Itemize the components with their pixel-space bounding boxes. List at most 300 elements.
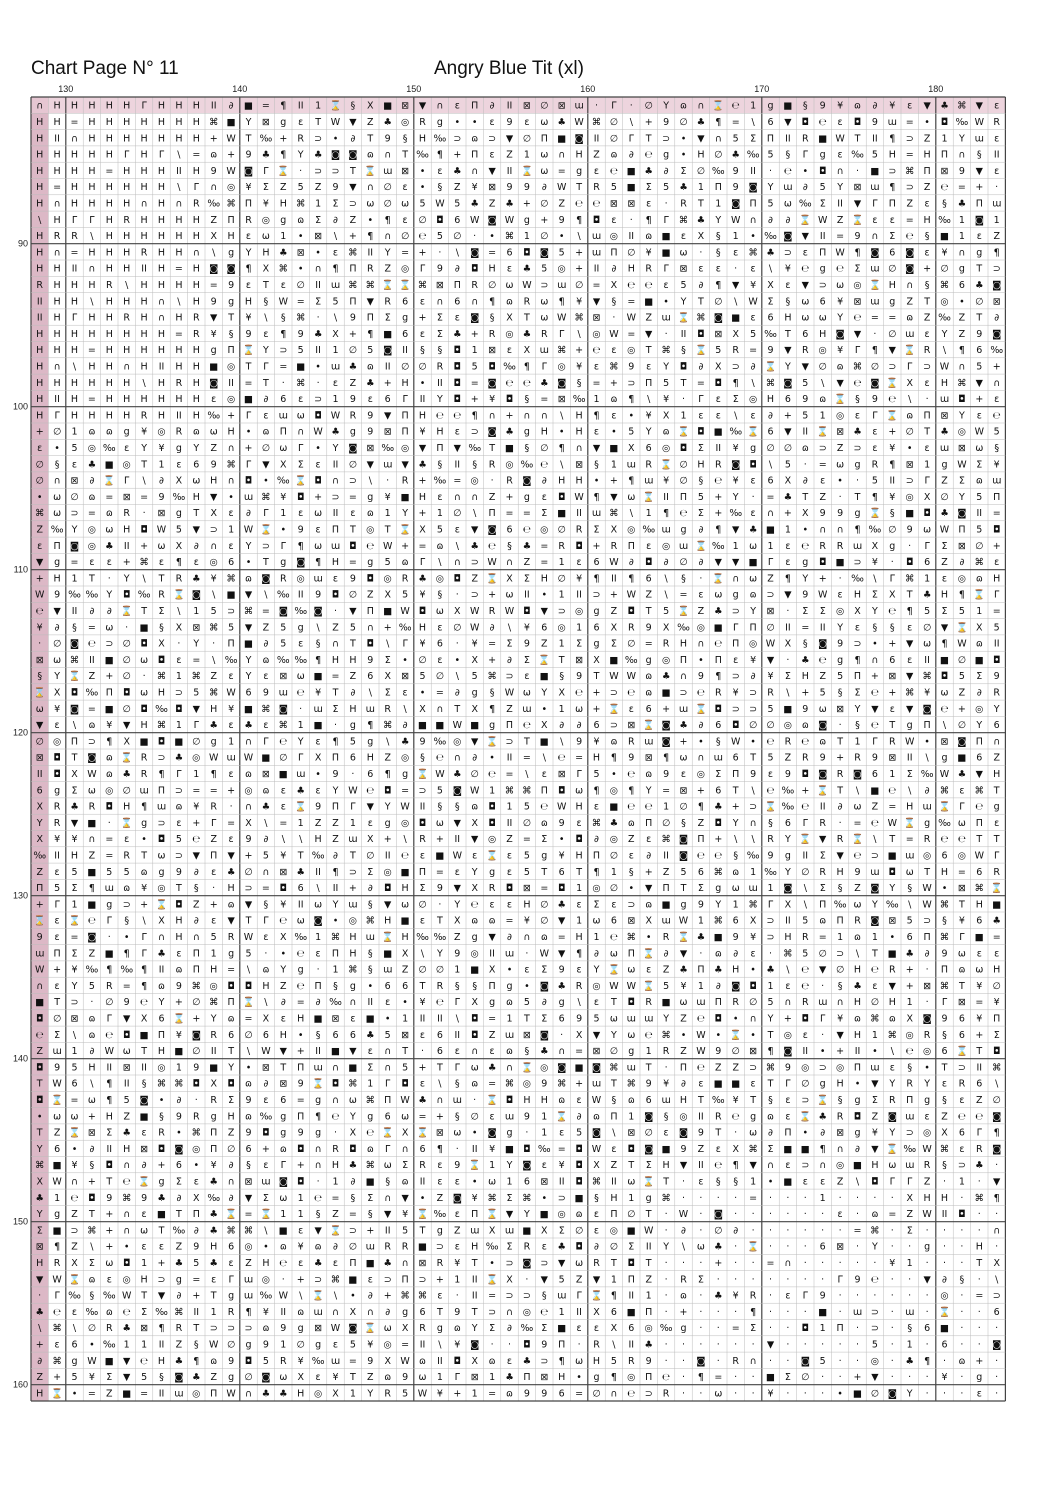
stitch-symbol: ɯ (975, 133, 984, 144)
stitch-symbol: ⌛ (382, 1127, 394, 1139)
stitch-symbol: ‰ (938, 818, 951, 829)
stitch-symbol: § (316, 639, 321, 650)
stitch-symbol: ⊃ (175, 785, 183, 796)
stitch-symbol: Z (454, 182, 461, 193)
stitch-symbol: Z (54, 1128, 61, 1139)
stitch-symbol: ◘ (941, 117, 949, 128)
stitch-symbol: \ (543, 753, 547, 764)
stitch-symbol: ⌘ (661, 1193, 671, 1204)
stitch-symbol: • (628, 883, 634, 894)
stitch-symbol: ▼ (871, 1144, 879, 1155)
stitch-symbol: ¶ (994, 1193, 1000, 1204)
stitch-symbol: g (437, 1225, 443, 1236)
stitch-symbol: Γ (872, 736, 878, 747)
stitch-symbol: Σ (106, 1372, 112, 1383)
stitch-symbol: ⌘ (853, 362, 863, 373)
stitch-symbol: X (767, 280, 774, 291)
stitch-symbol: · (786, 606, 789, 617)
stitch-symbol: ▼ (784, 345, 792, 356)
stitch-symbol: ◘ (384, 785, 392, 796)
stitch-symbol: 9 (385, 133, 391, 144)
stitch-symbol: ◎ (192, 753, 200, 764)
stitch-symbol: • (141, 834, 147, 845)
stitch-symbol: ⌛ (312, 1290, 324, 1302)
stitch-symbol: X (193, 1193, 200, 1204)
stitch-symbol: X (593, 1160, 600, 1171)
stitch-symbol: ∅ (749, 720, 757, 731)
stitch-symbol: R (837, 834, 844, 845)
stitch-symbol: II (681, 329, 687, 340)
stitch-symbol: ɷ (854, 932, 861, 943)
stitch-symbol: ◙ (313, 916, 322, 927)
stitch-symbol: ε (298, 117, 303, 128)
stitch-symbol: • (698, 655, 704, 666)
stitch-symbol: Π (541, 785, 548, 796)
stitch-symbol: H (36, 362, 43, 373)
stitch-symbol: II (72, 606, 78, 617)
stitch-symbol: 9 (785, 1062, 791, 1073)
stitch-symbol: ■ (366, 1258, 375, 1269)
stitch-symbol: ∂ (611, 264, 616, 275)
stitch-symbol: H (541, 1095, 548, 1106)
stitch-symbol: ɛ (176, 459, 181, 470)
stitch-symbol: Π (489, 981, 496, 992)
stitch-symbol: R (767, 688, 774, 699)
stitch-symbol: · (630, 101, 633, 112)
stitch-symbol: ⊃ (523, 1291, 531, 1302)
stitch-symbol: ∂ (716, 981, 721, 992)
stitch-symbol: ♣ (331, 427, 340, 438)
stitch-symbol: H (193, 492, 200, 503)
stitch-symbol: T (854, 492, 861, 503)
stitch-symbol: ■ (575, 1193, 584, 1204)
stitch-symbol: ε (594, 1323, 599, 1334)
stitch-symbol: ¶ (367, 720, 373, 731)
stitch-symbol: ∩ (837, 166, 844, 177)
stitch-symbol: ¥ (593, 736, 599, 747)
stitch-symbol: Γ (455, 1372, 461, 1383)
stitch-symbol: ℮ (540, 459, 548, 470)
stitch-symbol: 5 (193, 688, 199, 699)
stitch-symbol: ¥ (524, 622, 530, 633)
stitch-symbol: § (368, 899, 373, 910)
stitch-symbol: H (36, 117, 43, 128)
stitch-symbol: ▼ (941, 622, 949, 633)
stitch-symbol: ω (958, 948, 966, 959)
stitch-symbol: ɛ (211, 1274, 216, 1285)
stitch-symbol: W (279, 296, 289, 307)
stitch-symbol: ℮ (958, 1111, 966, 1122)
stitch-symbol: ℮ (801, 965, 809, 976)
stitch-symbol: ɯ (244, 1291, 253, 1302)
stitch-symbol: ɛ (246, 280, 251, 291)
stitch-symbol: ∩ (454, 753, 461, 764)
stitch-symbol: 9 (524, 1111, 530, 1122)
stitch-symbol: ⌘ (975, 1193, 985, 1204)
stitch-symbol: ⌘ (52, 1323, 62, 1334)
stitch-symbol: X (750, 916, 757, 927)
stitch-symbol: Y (871, 1242, 878, 1253)
stitch-symbol: ■ (470, 720, 479, 731)
stitch-symbol: ∅ (540, 443, 548, 454)
stitch-symbol: II (942, 1209, 948, 1220)
stitch-symbol: ♣ (697, 117, 706, 128)
stitch-symbol: II (437, 1356, 443, 1367)
stitch-symbol: W (627, 313, 637, 324)
stitch-symbol: ▼ (854, 329, 862, 340)
stitch-symbol: ♣ (314, 150, 323, 161)
stitch-symbol: · (734, 1242, 737, 1253)
stitch-symbol: II (576, 1307, 582, 1318)
stitch-symbol: ɷ (262, 427, 269, 438)
stitch-symbol: ℮ (331, 1111, 339, 1122)
stitch-symbol: 1 (367, 1079, 373, 1090)
stitch-symbol: H (158, 394, 165, 405)
stitch-symbol: = (662, 785, 670, 796)
stitch-symbol: ω (506, 590, 514, 601)
stitch-symbol: ⌛ (991, 882, 1003, 894)
stitch-symbol: ∂ (159, 476, 164, 487)
stitch-symbol: ¶ (785, 573, 791, 584)
stitch-symbol: II (159, 1340, 165, 1351)
stitch-symbol: H (158, 688, 165, 699)
stitch-symbol: · (752, 1258, 755, 1269)
stitch-symbol: R (419, 834, 426, 845)
stitch-symbol: 9 (54, 1062, 60, 1073)
stitch-symbol: ⊃ (767, 916, 775, 927)
stitch-symbol: ⊃ (819, 443, 827, 454)
stitch-symbol: ♣ (714, 1242, 723, 1253)
stitch-symbol: H (593, 753, 600, 764)
stitch-symbol: ⊃ (801, 1095, 809, 1106)
stitch-symbol: 5 (872, 476, 878, 487)
stitch-symbol: R (106, 280, 113, 291)
stitch-symbol: Π (332, 948, 339, 959)
stitch-symbol: 5 (820, 688, 826, 699)
stitch-symbol: Y (958, 492, 965, 503)
stitch-symbol: · (90, 997, 93, 1008)
stitch-symbol: Π (680, 492, 687, 503)
stitch-symbol: ¶ (489, 296, 495, 307)
stitch-symbol: ¥ (211, 1160, 217, 1171)
stitch-symbol: Z (210, 671, 217, 682)
stitch-symbol: II (576, 508, 582, 519)
stitch-symbol: ℮ (279, 1258, 287, 1269)
stitch-symbol: T (697, 296, 704, 307)
stitch-symbol: · (177, 639, 180, 650)
stitch-symbol: ∩ (71, 1177, 78, 1188)
stitch-symbol: ◘ (349, 1144, 357, 1155)
stitch-symbol: ⊃ (349, 1225, 357, 1236)
stitch-symbol: ω (836, 280, 844, 291)
stitch-symbol: H (106, 378, 113, 389)
stitch-symbol: \ (212, 247, 216, 258)
stitch-symbol: ◙ (487, 525, 496, 536)
stitch-symbol: ■ (836, 557, 845, 568)
stitch-symbol: 9 (750, 769, 756, 780)
stitch-symbol: Σ (367, 867, 373, 878)
stitch-symbol: 1 (176, 671, 182, 682)
stitch-symbol: Π (819, 247, 826, 258)
stitch-symbol: H (976, 899, 983, 910)
stitch-symbol: = (488, 639, 496, 650)
stitch-symbol: H (384, 916, 391, 927)
stitch-symbol: ⌘ (296, 378, 306, 389)
stitch-symbol: ◙ (714, 1209, 723, 1220)
stitch-symbol: ω (88, 785, 96, 796)
stitch-symbol: ⌘ (209, 688, 219, 699)
stitch-symbol: ◘ (262, 1128, 270, 1139)
stitch-symbol: ¶ (907, 606, 913, 617)
stitch-symbol: · (769, 1242, 772, 1253)
stitch-symbol: 5 (454, 199, 460, 210)
stitch-symbol: H (523, 899, 530, 910)
stitch-symbol: ω (279, 1193, 287, 1204)
stitch-symbol: ε (733, 247, 738, 258)
stitch-symbol: § (716, 736, 721, 747)
stitch-symbol: \ (212, 590, 216, 601)
stitch-symbol: II (385, 1225, 391, 1236)
stitch-symbol: W (226, 166, 236, 177)
stitch-symbol: Y (158, 997, 165, 1008)
stitch-symbol: X (558, 688, 565, 699)
stitch-symbol: ◎ (592, 981, 600, 992)
stitch-symbol: R (176, 573, 183, 584)
stitch-symbol: ♣ (905, 948, 914, 959)
stitch-symbol: + (88, 1111, 96, 1122)
stitch-symbol: Γ (420, 557, 426, 568)
stitch-symbol: ∂ (977, 688, 982, 699)
stitch-symbol: ◎ (105, 785, 113, 796)
stitch-symbol: ℮ (575, 688, 583, 699)
stitch-symbol: ɷ (384, 1372, 391, 1383)
stitch-symbol: ◙ (174, 1144, 183, 1155)
stitch-symbol: ⌛ (521, 1061, 533, 1073)
stitch-symbol: Y (297, 736, 304, 747)
stitch-symbol: ∩ (367, 622, 374, 633)
stitch-symbol: · (665, 1062, 668, 1073)
stitch-symbol: ◙ (70, 541, 79, 552)
stitch-symbol: = (767, 492, 775, 503)
stitch-symbol: 5 (402, 1225, 408, 1236)
stitch-symbol: ɛ (507, 1356, 512, 1367)
stitch-symbol: ɯ (714, 753, 723, 764)
stitch-symbol: ⌛ (695, 703, 707, 715)
stitch-symbol: ω (349, 1095, 357, 1106)
stitch-symbol: ◘ (575, 1242, 583, 1253)
stitch-symbol: ◘ (332, 1079, 340, 1090)
stitch-symbol: Σ (872, 1095, 878, 1106)
stitch-symbol: ⊃ (506, 1258, 514, 1269)
stitch-symbol: ∩ (210, 182, 217, 193)
stitch-symbol: \ (751, 117, 755, 128)
stitch-symbol: 1 (820, 1193, 826, 1204)
stitch-symbol: II (402, 345, 408, 356)
stitch-symbol: ⌘ (244, 1225, 254, 1236)
stitch-symbol: ɷ (88, 1030, 95, 1041)
stitch-symbol: 9 (541, 1340, 547, 1351)
stitch-symbol: = (192, 1274, 200, 1285)
stitch-symbol: · (578, 1340, 581, 1351)
stitch-symbol: H (123, 264, 130, 275)
stitch-symbol: X (367, 101, 374, 112)
stitch-symbol: ◘ (158, 1144, 166, 1155)
stitch-symbol: ⊠ (523, 101, 531, 112)
stitch-symbol: Z (489, 1030, 496, 1041)
stitch-symbol: II (855, 1046, 861, 1057)
stitch-symbol: ◙ (888, 1111, 897, 1122)
stitch-symbol: H (106, 362, 113, 373)
stitch-symbol: II (524, 590, 530, 601)
stitch-symbol: ε (437, 1177, 442, 1188)
stitch-symbol: ◎ (540, 1062, 548, 1073)
stitch-symbol: ♣ (940, 427, 949, 438)
stitch-symbol: ▼ (802, 231, 810, 242)
stitch-symbol: ε (785, 541, 790, 552)
stitch-symbol: ♣ (784, 492, 793, 503)
stitch-symbol: ɛ (229, 720, 234, 731)
stitch-symbol: Y (245, 671, 252, 682)
stitch-symbol: ■ (418, 720, 427, 731)
stitch-symbol: + (436, 834, 444, 845)
stitch-symbol: 6 (907, 932, 913, 943)
stitch-symbol: ¶ (141, 981, 147, 992)
stitch-symbol: 1 (332, 345, 338, 356)
stitch-symbol: II (994, 150, 1000, 161)
stitch-symbol: · (769, 166, 772, 177)
stitch-symbol: ɛ (785, 1095, 790, 1106)
stitch-symbol: 6 (402, 981, 408, 992)
stitch-symbol: · (839, 1291, 842, 1302)
stitch-symbol: ɛ (542, 1160, 547, 1171)
stitch-symbol: + (262, 1144, 270, 1155)
stitch-symbol: ⌘ (609, 508, 619, 519)
stitch-symbol: ⊠ (540, 1372, 548, 1383)
stitch-symbol: Π (889, 199, 896, 210)
stitch-symbol: Y (36, 818, 43, 829)
stitch-symbol: ◎ (749, 639, 757, 650)
stitch-symbol: Z (384, 264, 391, 275)
stitch-symbol: ɛ (263, 671, 268, 682)
stitch-symbol: 5 (541, 264, 547, 275)
stitch-symbol: ▼ (819, 965, 827, 976)
stitch-symbol: ω (53, 655, 61, 666)
stitch-symbol: · (699, 1209, 702, 1220)
stitch-symbol: 5 (767, 997, 773, 1008)
stitch-symbol: Σ (158, 606, 164, 617)
stitch-symbol: ▼ (854, 199, 862, 210)
stitch-symbol: T (523, 313, 530, 324)
stitch-symbol: II (333, 459, 339, 470)
stitch-symbol: · (282, 1274, 285, 1285)
stitch-symbol: ɛ (890, 704, 895, 715)
stitch-symbol: ⌘ (261, 704, 271, 715)
stitch-symbol: X (263, 264, 270, 275)
stitch-symbol: · (960, 1193, 963, 1204)
stitch-symbol: ɛ (751, 508, 756, 519)
stitch-symbol: ◙ (192, 590, 201, 601)
stitch-symbol: ℮ (123, 1307, 131, 1318)
stitch-symbol: g (280, 557, 286, 568)
stitch-symbol: ⊃ (906, 1128, 914, 1139)
stitch-symbol: ◙ (870, 916, 879, 927)
stitch-symbol: ⌛ (121, 817, 133, 829)
stitch-symbol: ∂ (316, 997, 321, 1008)
stitch-symbol: ◘ (123, 1258, 131, 1269)
stitch-symbol: T (975, 1258, 982, 1269)
stitch-symbol: ♣ (766, 965, 775, 976)
stitch-symbol: § (977, 150, 982, 161)
stitch-symbol: = (88, 345, 96, 356)
stitch-symbol: • (576, 1372, 582, 1383)
stitch-symbol: g (680, 525, 686, 536)
stitch-symbol: Z (471, 573, 478, 584)
stitch-symbol: ⊠ (36, 753, 44, 764)
stitch-symbol: ɷ (106, 1307, 113, 1318)
stitch-symbol: H (106, 182, 113, 193)
stitch-symbol: ℮ (940, 182, 948, 193)
stitch-symbol: ⊠ (593, 1046, 601, 1057)
stitch-symbol: ‰ (903, 1144, 916, 1155)
stitch-symbol: ⌘ (940, 899, 950, 910)
stitch-symbol: ɷ (506, 1046, 513, 1057)
stitch-symbol: ℮ (732, 1111, 740, 1122)
stitch-symbol: ℮ (627, 769, 635, 780)
column-label: 170 (754, 84, 769, 94)
stitch-symbol: Π (680, 1062, 687, 1073)
stitch-symbol: • (681, 150, 687, 161)
stitch-symbol: II (37, 313, 43, 324)
stitch-symbol: ɛ (698, 1177, 703, 1188)
stitch-symbol: ▼ (36, 720, 44, 731)
stitch-symbol: 9 (820, 1291, 826, 1302)
stitch-symbol: + (993, 362, 1001, 373)
stitch-symbol: T (923, 427, 930, 438)
stitch-symbol: ℮ (940, 834, 948, 845)
stitch-symbol: ω (732, 883, 740, 894)
stitch-symbol: ε (629, 704, 634, 715)
stitch-symbol: ¥ (976, 981, 982, 992)
stitch-symbol: ¥ (646, 410, 652, 421)
stitch-symbol: 1 (559, 704, 565, 715)
stitch-symbol: ε (316, 785, 321, 796)
stitch-symbol: ♣ (157, 1193, 166, 1204)
stitch-symbol: ◘ (715, 818, 723, 829)
stitch-symbol: · (769, 1225, 772, 1236)
stitch-symbol: X (576, 1030, 583, 1041)
stitch-symbol: Z (36, 1046, 43, 1057)
stitch-symbol: = (558, 1144, 566, 1155)
stitch-symbol: g (559, 997, 565, 1008)
stitch-symbol: • (315, 362, 321, 373)
stitch-symbol: • (37, 492, 43, 503)
stitch-symbol: ‰ (729, 427, 742, 438)
stitch-symbol: § (907, 1323, 912, 1334)
stitch-symbol: ∅ (366, 851, 374, 862)
stitch-symbol: 1 (750, 1177, 756, 1188)
stitch-symbol: 1 (907, 1258, 913, 1269)
stitch-symbol: 5 (402, 1062, 408, 1073)
stitch-symbol: X (611, 525, 618, 536)
stitch-symbol: ◘ (680, 443, 688, 454)
stitch-symbol: H (71, 199, 78, 210)
stitch-symbol: ∩ (958, 247, 965, 258)
stitch-symbol: Z (350, 215, 357, 226)
stitch-symbol: ⌘ (261, 492, 271, 503)
stitch-symbol: ɷ (645, 769, 652, 780)
stitch-symbol: H (71, 150, 78, 161)
stitch-symbol: ɯ (261, 1177, 270, 1188)
